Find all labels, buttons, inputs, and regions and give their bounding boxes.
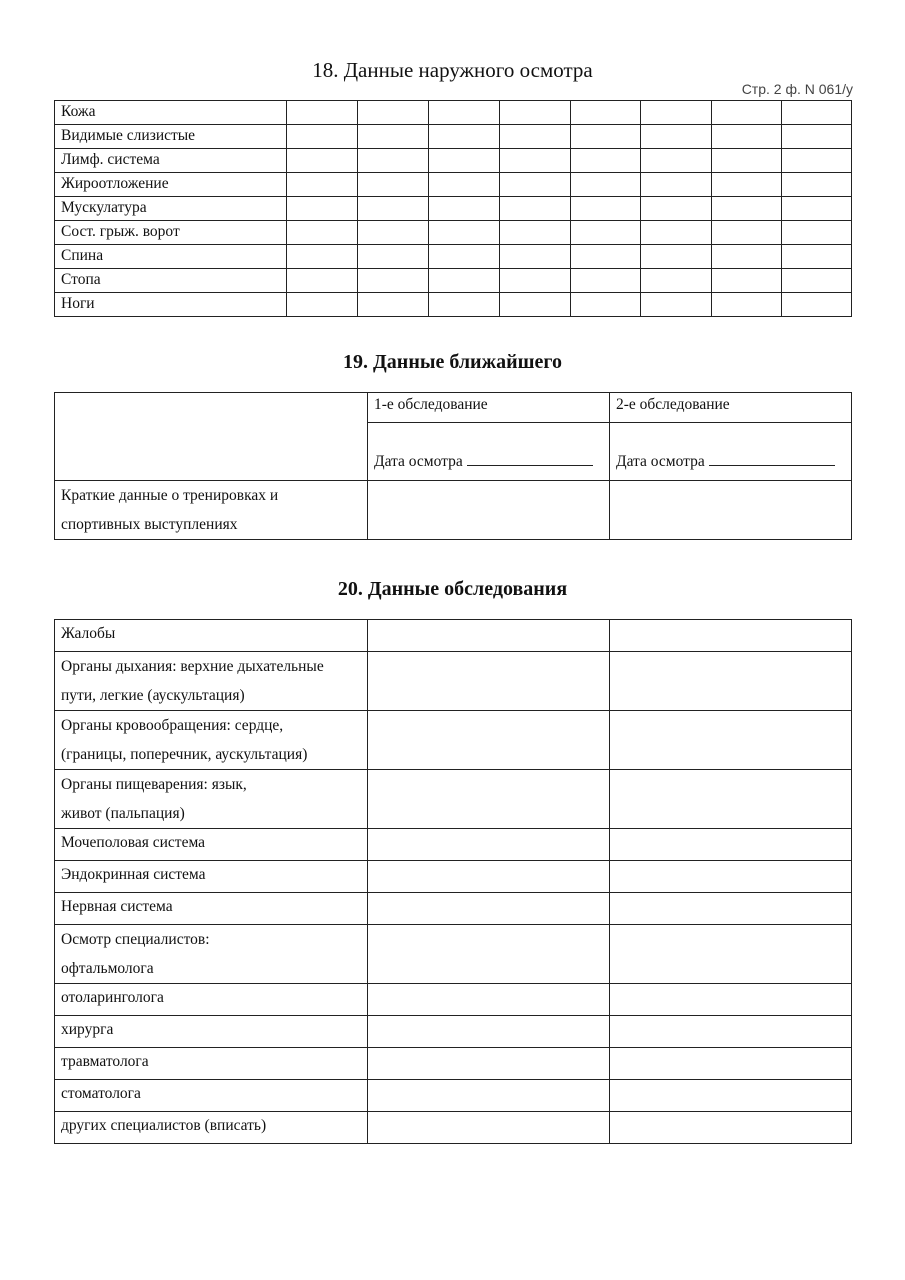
- external-exam-row: [55, 221, 852, 245]
- external-exam-entry-cell[interactable]: [358, 173, 429, 197]
- external-exam-entry-cell[interactable]: [287, 245, 358, 269]
- training-summary-label-line2: спортивных выступлениях: [61, 516, 238, 533]
- external-exam-entry-cell[interactable]: [429, 293, 500, 317]
- second-exam-date-cell[interactable]: [610, 423, 852, 481]
- second-exam-entry-cell[interactable]: [610, 1112, 852, 1144]
- external-exam-row: [55, 197, 852, 221]
- external-exam-entry-cell[interactable]: [782, 269, 852, 293]
- external-exam-entry-cell[interactable]: [712, 149, 782, 173]
- examination-row-label: [55, 1080, 368, 1112]
- examination-table: [54, 619, 852, 1144]
- external-exam-entry-cell[interactable]: [782, 149, 852, 173]
- external-exam-entry-cell[interactable]: [712, 293, 782, 317]
- external-exam-entry-cell[interactable]: [571, 293, 641, 317]
- external-exam-entry-cell[interactable]: [287, 149, 358, 173]
- external-exam-entry-cell[interactable]: [500, 221, 571, 245]
- external-exam-entry-cell[interactable]: [712, 125, 782, 149]
- examination-row: [55, 620, 852, 652]
- external-exam-row-label: Стопа: [55, 269, 287, 293]
- external-exam-entry-cell[interactable]: [429, 221, 500, 245]
- training-data-table: [54, 392, 852, 540]
- first-exam-entry-cell[interactable]: [368, 1016, 610, 1048]
- examination-row-label: [55, 770, 368, 829]
- external-exam-entry-cell[interactable]: [782, 221, 852, 245]
- external-exam-entry-cell[interactable]: [429, 125, 500, 149]
- external-exam-entry-cell[interactable]: [500, 149, 571, 173]
- examination-row: [55, 829, 852, 861]
- first-exam-entry-cell[interactable]: [368, 1048, 610, 1080]
- second-exam-entry-cell[interactable]: [610, 1016, 852, 1048]
- section-18-title: 18. Данные наружного осмотра: [312, 58, 593, 82]
- section-19-title: 19. Данные ближайшего: [343, 351, 562, 373]
- external-exam-entry-cell[interactable]: [571, 149, 641, 173]
- external-exam-entry-cell[interactable]: [429, 149, 500, 173]
- external-exam-entry-cell[interactable]: [429, 101, 500, 125]
- external-exam-row-label: Мускулатура: [55, 197, 287, 221]
- external-exam-entry-cell[interactable]: [782, 125, 852, 149]
- external-exam-entry-cell[interactable]: [287, 197, 358, 221]
- examination-row-label: [55, 984, 368, 1016]
- external-exam-row-label: Лимф. система: [55, 149, 287, 173]
- first-exam-date-blank[interactable]: [467, 451, 593, 466]
- external-exam-row: [55, 293, 852, 317]
- examination-row-label: [55, 893, 368, 925]
- external-exam-entry-cell[interactable]: [712, 173, 782, 197]
- examination-row-label-line1: Жалобы: [61, 625, 116, 642]
- examination-row: [55, 1080, 852, 1112]
- external-exam-entry-cell[interactable]: [782, 101, 852, 125]
- external-exam-entry-cell[interactable]: [782, 197, 852, 221]
- external-exam-row: [55, 173, 852, 197]
- external-exam-entry-cell[interactable]: [712, 221, 782, 245]
- external-exam-entry-cell[interactable]: [641, 221, 712, 245]
- second-exam-date-blank[interactable]: [709, 451, 835, 466]
- examination-row-label: [55, 620, 368, 652]
- external-exam-entry-cell[interactable]: [641, 245, 712, 269]
- external-exam-entry-cell[interactable]: [358, 269, 429, 293]
- external-exam-entry-cell[interactable]: [358, 293, 429, 317]
- examination-row-label: [55, 711, 368, 770]
- training-summary-label: [55, 481, 368, 540]
- external-exam-entry-cell[interactable]: [571, 101, 641, 125]
- examination-row-label-line2: (границы, поперечник, аускультация): [61, 746, 308, 763]
- header-blank-cell: [55, 393, 368, 481]
- external-exam-entry-cell[interactable]: [358, 221, 429, 245]
- external-exam-entry-cell[interactable]: [571, 221, 641, 245]
- external-exam-entry-cell[interactable]: [641, 101, 712, 125]
- examination-row: [55, 893, 852, 925]
- examination-row-label-line1: хирурга: [61, 1021, 114, 1038]
- examination-row-label-line2: живот (пальпация): [61, 805, 185, 822]
- external-exam-row-label: Спина: [55, 245, 287, 269]
- form-page-code: Стр. 2 ф. N 061/у: [741, 81, 853, 97]
- examination-row-label-line1: других специалистов (вписать): [61, 1117, 267, 1134]
- section-20-title: 20. Данные обследования: [337, 578, 568, 600]
- external-exam-entry-cell[interactable]: [641, 269, 712, 293]
- first-exam-entry-cell[interactable]: [368, 652, 610, 711]
- external-exam-entry-cell[interactable]: [358, 149, 429, 173]
- examination-row: [55, 1112, 852, 1144]
- examination-row-label: [55, 925, 368, 984]
- examination-row-label-line1: травматолога: [61, 1053, 149, 1070]
- first-exam-date-label: Дата осмотра: [374, 453, 463, 470]
- first-exam-entry-cell[interactable]: [368, 620, 610, 652]
- external-exam-row-label: Жироотложение: [55, 173, 287, 197]
- second-exam-date-label: Дата осмотра: [616, 453, 705, 470]
- external-exam-entry-cell[interactable]: [571, 245, 641, 269]
- examination-row-label: [55, 652, 368, 711]
- external-exam-entry-cell[interactable]: [500, 101, 571, 125]
- external-exam-entry-cell[interactable]: [500, 245, 571, 269]
- external-exam-entry-cell[interactable]: [429, 197, 500, 221]
- external-exam-row: [55, 101, 852, 125]
- external-exam-entry-cell[interactable]: [571, 173, 641, 197]
- examination-row-label-line1: стоматолога: [61, 1085, 141, 1102]
- first-exam-entry-cell[interactable]: [368, 1080, 610, 1112]
- external-exam-entry-cell[interactable]: [782, 293, 852, 317]
- first-exam-entry-cell[interactable]: [368, 893, 610, 925]
- first-exam-entry-cell[interactable]: [368, 1112, 610, 1144]
- external-exam-entry-cell[interactable]: [287, 269, 358, 293]
- external-exam-entry-cell[interactable]: [571, 125, 641, 149]
- second-exam-entry-cell[interactable]: [610, 770, 852, 829]
- first-exam-header: 1-е обследование: [368, 393, 610, 423]
- external-exam-entry-cell[interactable]: [287, 101, 358, 125]
- external-exam-entry-cell[interactable]: [429, 245, 500, 269]
- external-exam-row: [55, 125, 852, 149]
- second-exam-entry-cell[interactable]: [610, 1080, 852, 1112]
- external-exam-entry-cell[interactable]: [571, 197, 641, 221]
- second-exam-entry-cell[interactable]: [610, 893, 852, 925]
- external-exam-table: [54, 100, 852, 317]
- examination-row: [55, 711, 852, 770]
- external-exam-entry-cell[interactable]: [712, 245, 782, 269]
- external-exam-entry-cell[interactable]: [287, 173, 358, 197]
- first-exam-date-cell[interactable]: [368, 423, 610, 481]
- examination-row: [55, 770, 852, 829]
- training-summary-label-line1: Краткие данные о тренировках и: [61, 487, 279, 504]
- second-exam-entry-cell[interactable]: [610, 652, 852, 711]
- external-exam-row-label: Видимые слизистые: [55, 125, 287, 149]
- examination-row-label-line1: Органы дыхания: верхние дыхательные: [61, 658, 324, 675]
- first-exam-entry-cell[interactable]: [368, 984, 610, 1016]
- examination-row-label-line1: Мочеполовая система: [61, 834, 206, 851]
- examination-row-label-line2: офтальмолога: [61, 960, 154, 977]
- external-exam-row: [55, 269, 852, 293]
- external-exam-entry-cell[interactable]: [782, 173, 852, 197]
- examination-row: [55, 861, 852, 893]
- first-exam-entry-cell[interactable]: [368, 711, 610, 770]
- first-exam-entry-cell[interactable]: [368, 861, 610, 893]
- external-exam-row-label: Сост. грыж. ворот: [55, 221, 287, 245]
- examination-row-label-line1: Осмотр специалистов:: [61, 931, 210, 948]
- external-exam-entry-cell[interactable]: [500, 125, 571, 149]
- examination-row-label: [55, 1112, 368, 1144]
- external-exam-entry-cell[interactable]: [782, 245, 852, 269]
- examination-row-label-line1: Органы кровообращения: сердце,: [61, 717, 284, 734]
- external-exam-entry-cell[interactable]: [641, 173, 712, 197]
- external-exam-row-label: Кожа: [55, 101, 287, 125]
- training-summary-first-cell[interactable]: [368, 481, 610, 540]
- examination-row: [55, 1016, 852, 1048]
- examination-row-label-line1: Эндокринная система: [61, 866, 206, 883]
- external-exam-entry-cell[interactable]: [358, 125, 429, 149]
- external-exam-entry-cell[interactable]: [641, 293, 712, 317]
- external-exam-entry-cell[interactable]: [358, 245, 429, 269]
- second-exam-entry-cell[interactable]: [610, 925, 852, 984]
- first-exam-entry-cell[interactable]: [368, 770, 610, 829]
- second-exam-entry-cell[interactable]: [610, 984, 852, 1016]
- external-exam-entry-cell[interactable]: [429, 269, 500, 293]
- examination-row-label-line1: Органы пищеварения: язык,: [61, 776, 247, 793]
- examination-row-label: [55, 829, 368, 861]
- training-summary-second-cell[interactable]: [610, 481, 852, 540]
- external-exam-entry-cell[interactable]: [287, 125, 358, 149]
- external-exam-entry-cell[interactable]: [571, 269, 641, 293]
- external-exam-entry-cell[interactable]: [500, 197, 571, 221]
- external-exam-entry-cell[interactable]: [358, 197, 429, 221]
- examination-row-label: [55, 1048, 368, 1080]
- examination-row-label-line1: Нервная система: [61, 898, 173, 915]
- external-exam-entry-cell[interactable]: [712, 197, 782, 221]
- second-exam-header: 2-е обследование: [610, 393, 852, 423]
- external-exam-entry-cell[interactable]: [500, 269, 571, 293]
- external-exam-entry-cell[interactable]: [429, 173, 500, 197]
- external-exam-entry-cell[interactable]: [500, 173, 571, 197]
- external-exam-entry-cell[interactable]: [641, 149, 712, 173]
- second-exam-entry-cell[interactable]: [610, 1048, 852, 1080]
- external-exam-entry-cell[interactable]: [712, 269, 782, 293]
- external-exam-entry-cell[interactable]: [641, 125, 712, 149]
- external-exam-entry-cell[interactable]: [287, 293, 358, 317]
- external-exam-entry-cell[interactable]: [500, 293, 571, 317]
- external-exam-entry-cell[interactable]: [358, 101, 429, 125]
- external-exam-entry-cell[interactable]: [641, 197, 712, 221]
- first-exam-entry-cell[interactable]: [368, 829, 610, 861]
- examination-row-label-line2: пути, легкие (аускультация): [61, 687, 245, 704]
- second-exam-entry-cell[interactable]: [610, 861, 852, 893]
- examination-row: [55, 1048, 852, 1080]
- examination-row-label: [55, 861, 368, 893]
- examination-row: [55, 984, 852, 1016]
- external-exam-row-label: Ноги: [55, 293, 287, 317]
- examination-row: [55, 925, 852, 984]
- external-exam-entry-cell[interactable]: [712, 101, 782, 125]
- second-exam-entry-cell[interactable]: [610, 620, 852, 652]
- first-exam-entry-cell[interactable]: [368, 925, 610, 984]
- external-exam-row: [55, 245, 852, 269]
- second-exam-entry-cell[interactable]: [610, 711, 852, 770]
- examination-row-label-line1: отоларинголога: [61, 989, 164, 1006]
- examination-row-label: [55, 1016, 368, 1048]
- examination-row: [55, 652, 852, 711]
- second-exam-entry-cell[interactable]: [610, 829, 852, 861]
- external-exam-row: [55, 149, 852, 173]
- external-exam-entry-cell[interactable]: [287, 221, 358, 245]
